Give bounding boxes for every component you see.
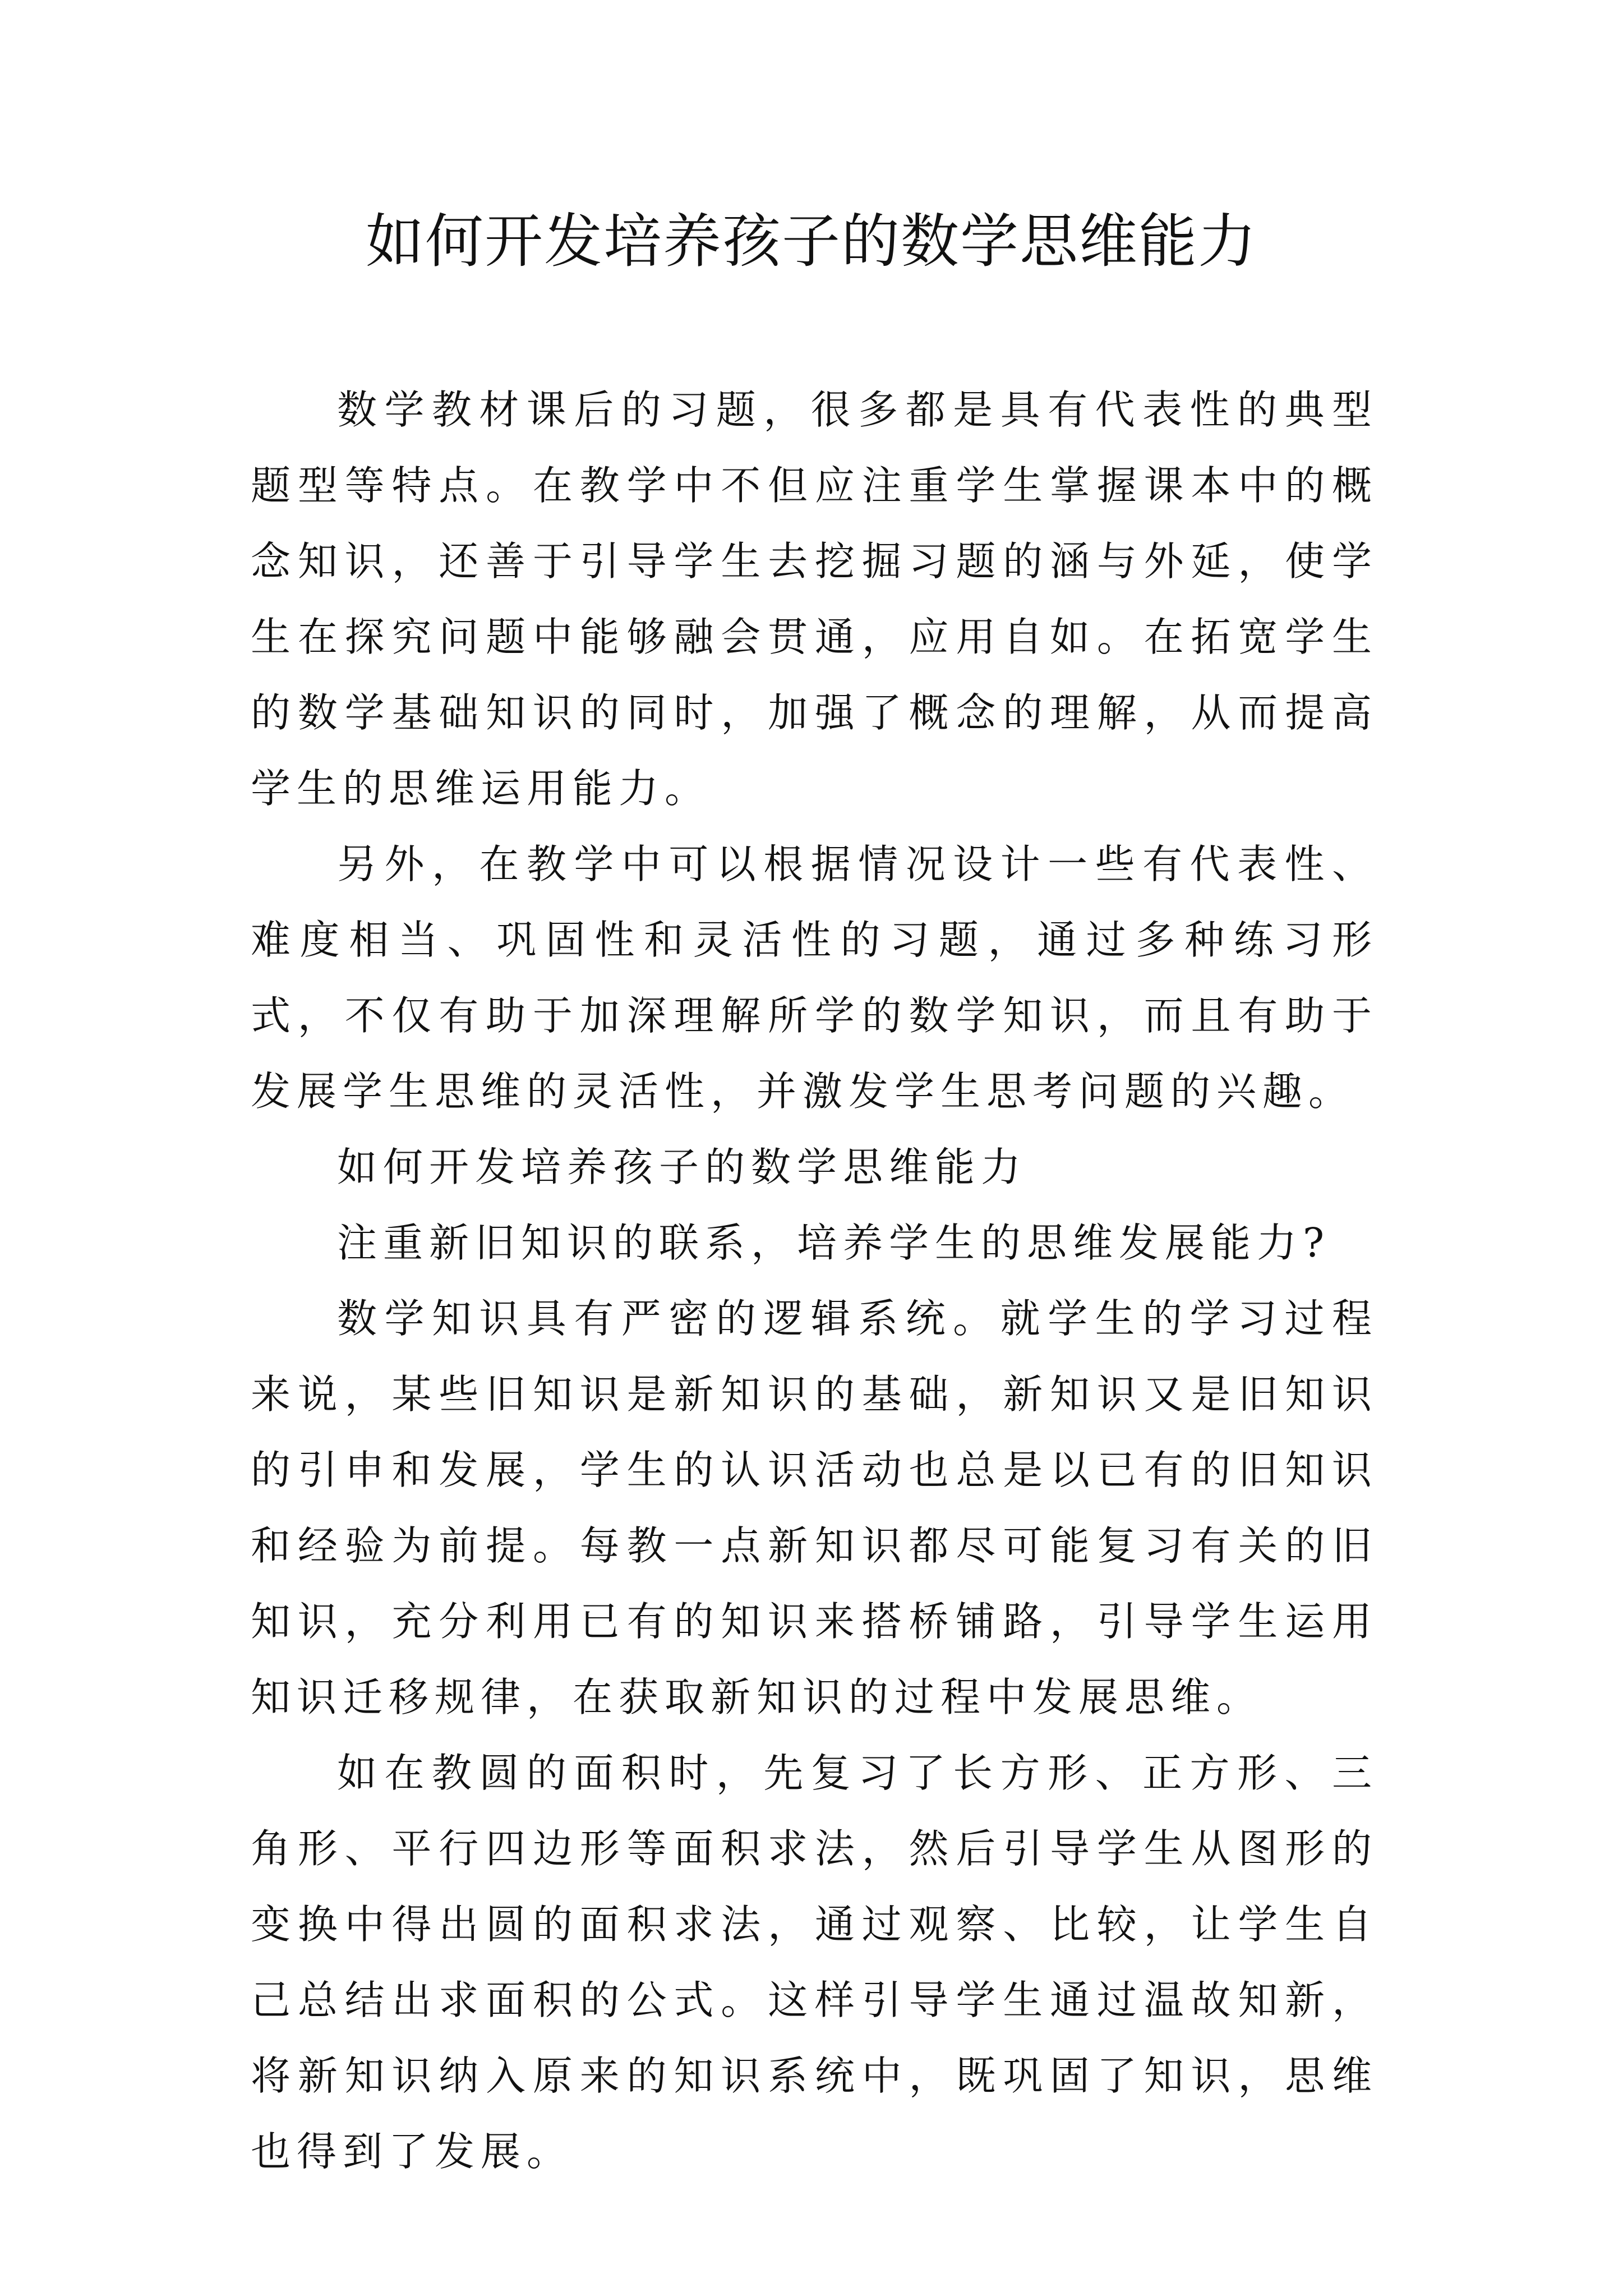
page-title: 如何开发培养孩子的数学思维能力 <box>365 207 1257 275</box>
section-heading: 如何开发培养孩子的数学思维能力 <box>337 1144 1027 1190</box>
subsection-heading: 注重新旧知识的联系，培养学生的思维发展能力? <box>337 1220 1331 1266</box>
paragraph-exercises: 数学教材课后的习题，很多都是具有代表性的典型题型等特点。在教学中不但应注重学生掌握课本中的概念知识，还善于引导学生去挖掘习题的涵与外延，使学生在探究问题中能够融会贯通，应用自如。在拓宽学生的数学基础知识的同时，加强了概念的理解，从而提高学生的思维运用能力。 <box>251 386 1378 812</box>
paragraph-knowledge-system: 数学知识具有严密的逻辑系统。就学生的学习过程来说，某些旧知识是新知识的基础，新知识又是旧知识的引申和发展，学生的认识活动也总是以已有的旧知识和经验为前提。每教一点新知识都尽可能复习有关的旧知识，充分利用已有的知识来搭桥铺路，引导学生运用知识迁移规律，在获取新知识的过程中发展思维。 <box>251 1295 1378 1720</box>
paragraph-practice-design: 另外，在教学中可以根据情况设计一些有代表性、难度相当、巩固性和灵活性的习题，通过多种练习形式，不仅有助于加深理解所学的数学知识，而且有助于发展学生思维的灵活性，并激发学生思考问题的兴趣。 <box>251 841 1378 1115</box>
document-body <box>251 372 1378 2189</box>
paragraph-circle-area-example: 如在教圆的面积时，先复习了长方形、正方形、三角形、平行四边形等面积求法，然后引导学生从图形的变换中得出圆的面积求法，通过观察、比较，让学生自己总结出求面积的公式。这样引导学生通过温故知新，将新知识纳入原来的知识系统中，既巩固了知识，思维也得到了发展。 <box>251 1750 1378 2175</box>
